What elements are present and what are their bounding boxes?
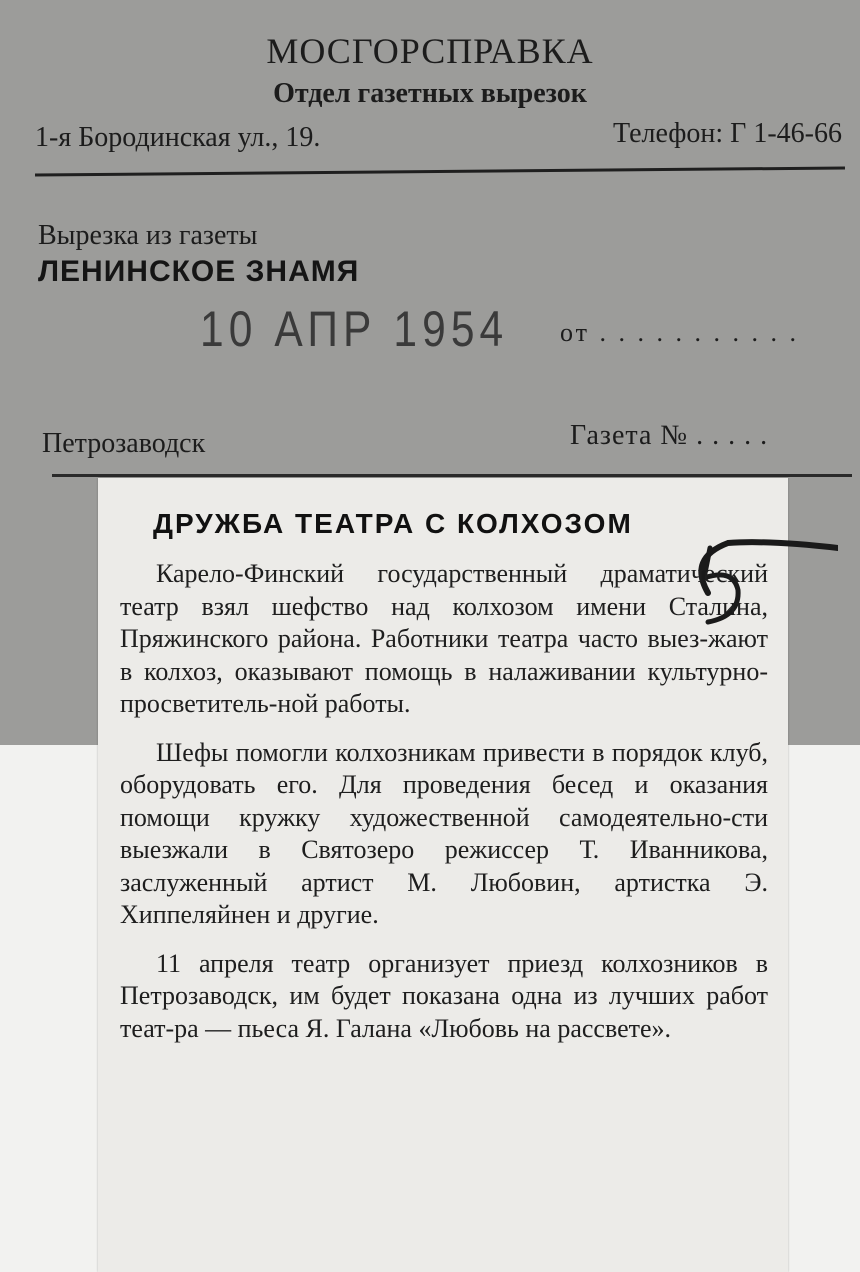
department-title: Отдел газетных вырезок [273,78,587,109]
newspaper-name: ЛЕНИНСКОЕ ЗНАМЯ [38,255,360,288]
article-body [120,558,768,1061]
newspaper-clipping [98,478,788,1272]
date-field: от . . . . . . . . . . . [560,318,800,347]
form-divider [52,474,852,477]
city-label: Петрозаводск [42,428,206,459]
article-headline: ДРУЖБА ТЕАТРА С КОЛХОЗОМ [153,508,633,539]
agency-title: МОСГОРСПРАВКА [266,31,594,71]
date-stamp: 10 АПР 1954 [200,301,509,357]
issue-number-field: Газета № . . . . . [570,420,769,451]
article-paragraph: 11 апреля театр организует приезд колхозников в Петрозаводск, им будет показана одна из лучших работ теат-ра — пьеса Я. Галана «Любовь на рассвете». [120,948,768,1043]
article-paragraph: Карело-Финский государственный драматический театр взял шефство над колхозом имени Сталина, Пряжинского района. Работники театра часто выез-жают в колхоз, оказывают помощь в налаживании культурно-просветитель-ной работы. [120,559,768,718]
clipping-label: Вырезка из газеты [38,220,258,251]
article-paragraph: Шефы помогли колхозникам привести в порядок клуб, оборудовать его. Для проведения бесед и оказания помощи кружку художественной самодеятельно-сти выезжали в Святозеро режиссер Т. Иванникова, заслуженный артист М. Любовин, артистка Э. Хиппеляйнен и другие. [120,737,768,929]
agency-phone: Телефон: Г 1-46-66 [613,118,842,149]
agency-address: 1-я Бородинская ул., 19. [35,122,321,153]
